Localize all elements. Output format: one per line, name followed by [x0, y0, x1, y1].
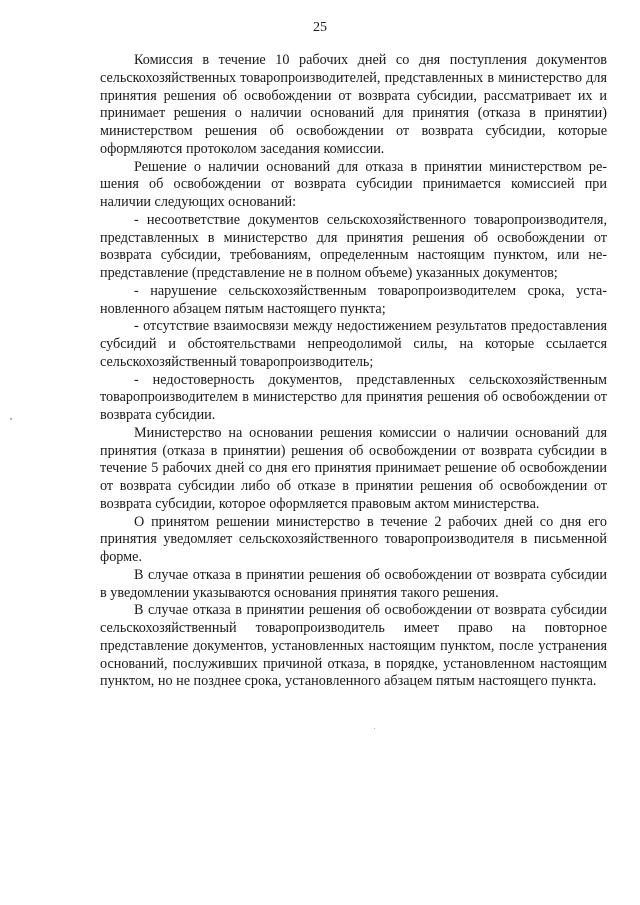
paragraph-refusal-reasons: В случае отказа в принятии решения об освобождении от возврата субсидии в уведомлении указываются основания принятия такого решения.: [100, 566, 607, 601]
list-item-force-majeure-link: - отсутствие взаимосвязи между недостижением результатов предоставления субсидий и обстоятельствами непреодолимой силы, на которые ссылается сельскохозяйственный товаропроизводитель;: [100, 318, 607, 370]
list-item-unreliable-documents: - недостоверность документов, представленных сельскохозяйственным товаропроизводителем в министерство для принятия решения об освобождении от возврата субсидии.: [100, 371, 607, 423]
paragraph-ministry-decision: Министерство на основании решения комиссии о наличии оснований для принятия (отказа в принятии) решения об освобождении от возврата субсидии в течение 5 рабочих дней со дня его принятия принимает решение об освобождении от возврата субсидии либо об отказе в принятии решения об освобождении от возврата субсидии, которое оформляется правовым актом министерства.: [100, 424, 607, 512]
scan-speck: [10, 418, 12, 420]
scan-speck: [374, 728, 375, 729]
list-item-deadline-violation: - нарушение сельскохозяйственным товаропроизводителем срока, установленного абзацем пятым настоящего пункта;: [100, 282, 607, 317]
document-body: [100, 52, 607, 691]
list-item-document-mismatch: - несоответствие документов сельскохозяйственного товаропроизводителя, представленных в министерство для принятия решения об освобождении от возврата субсидии, требованиям, определенным настоящим пунктом, или непредставление (представление не в полном объеме) указанных документов;: [100, 211, 607, 281]
paragraph-notification: О принятом решении министерство в течение 2 рабочих дней со дня его принятия уведомляет сельскохозяйственного товаропроизводителя в письменной форме.: [100, 513, 607, 565]
paragraph-refusal-grounds-intro: Решение о наличии оснований для отказа в принятии министерством решения об освобождении от возврата субсидии принимается комиссией при наличии следующих оснований:: [100, 158, 607, 210]
paragraph-resubmission-right: В случае отказа в принятии решения об освобождении от возврата субсидии сельскохозяйственный товаропроизводитель имеет право на повторное представление документов, установленных настоящим пунктом, после устранения оснований, послуживших причиной отказа, в порядке, установленном настоящим пунктом, но не позднее срока, установленного абзацем пятым настоящего пункта.: [100, 602, 607, 690]
paragraph-commission-review: Комиссия в течение 10 рабочих дней со дня поступления документов сельскохозяйственных товаропроизводителей, представленных в министерство для принятия решения об освобождении от возврата субсидии, рассматривает их и принимает решения о наличии оснований для принятия (отказа в принятии) министерством решения об освобождении от возврата субсидии, которые оформляются протоколом заседания комиссии.: [100, 52, 607, 157]
page-number: 25: [313, 20, 327, 35]
